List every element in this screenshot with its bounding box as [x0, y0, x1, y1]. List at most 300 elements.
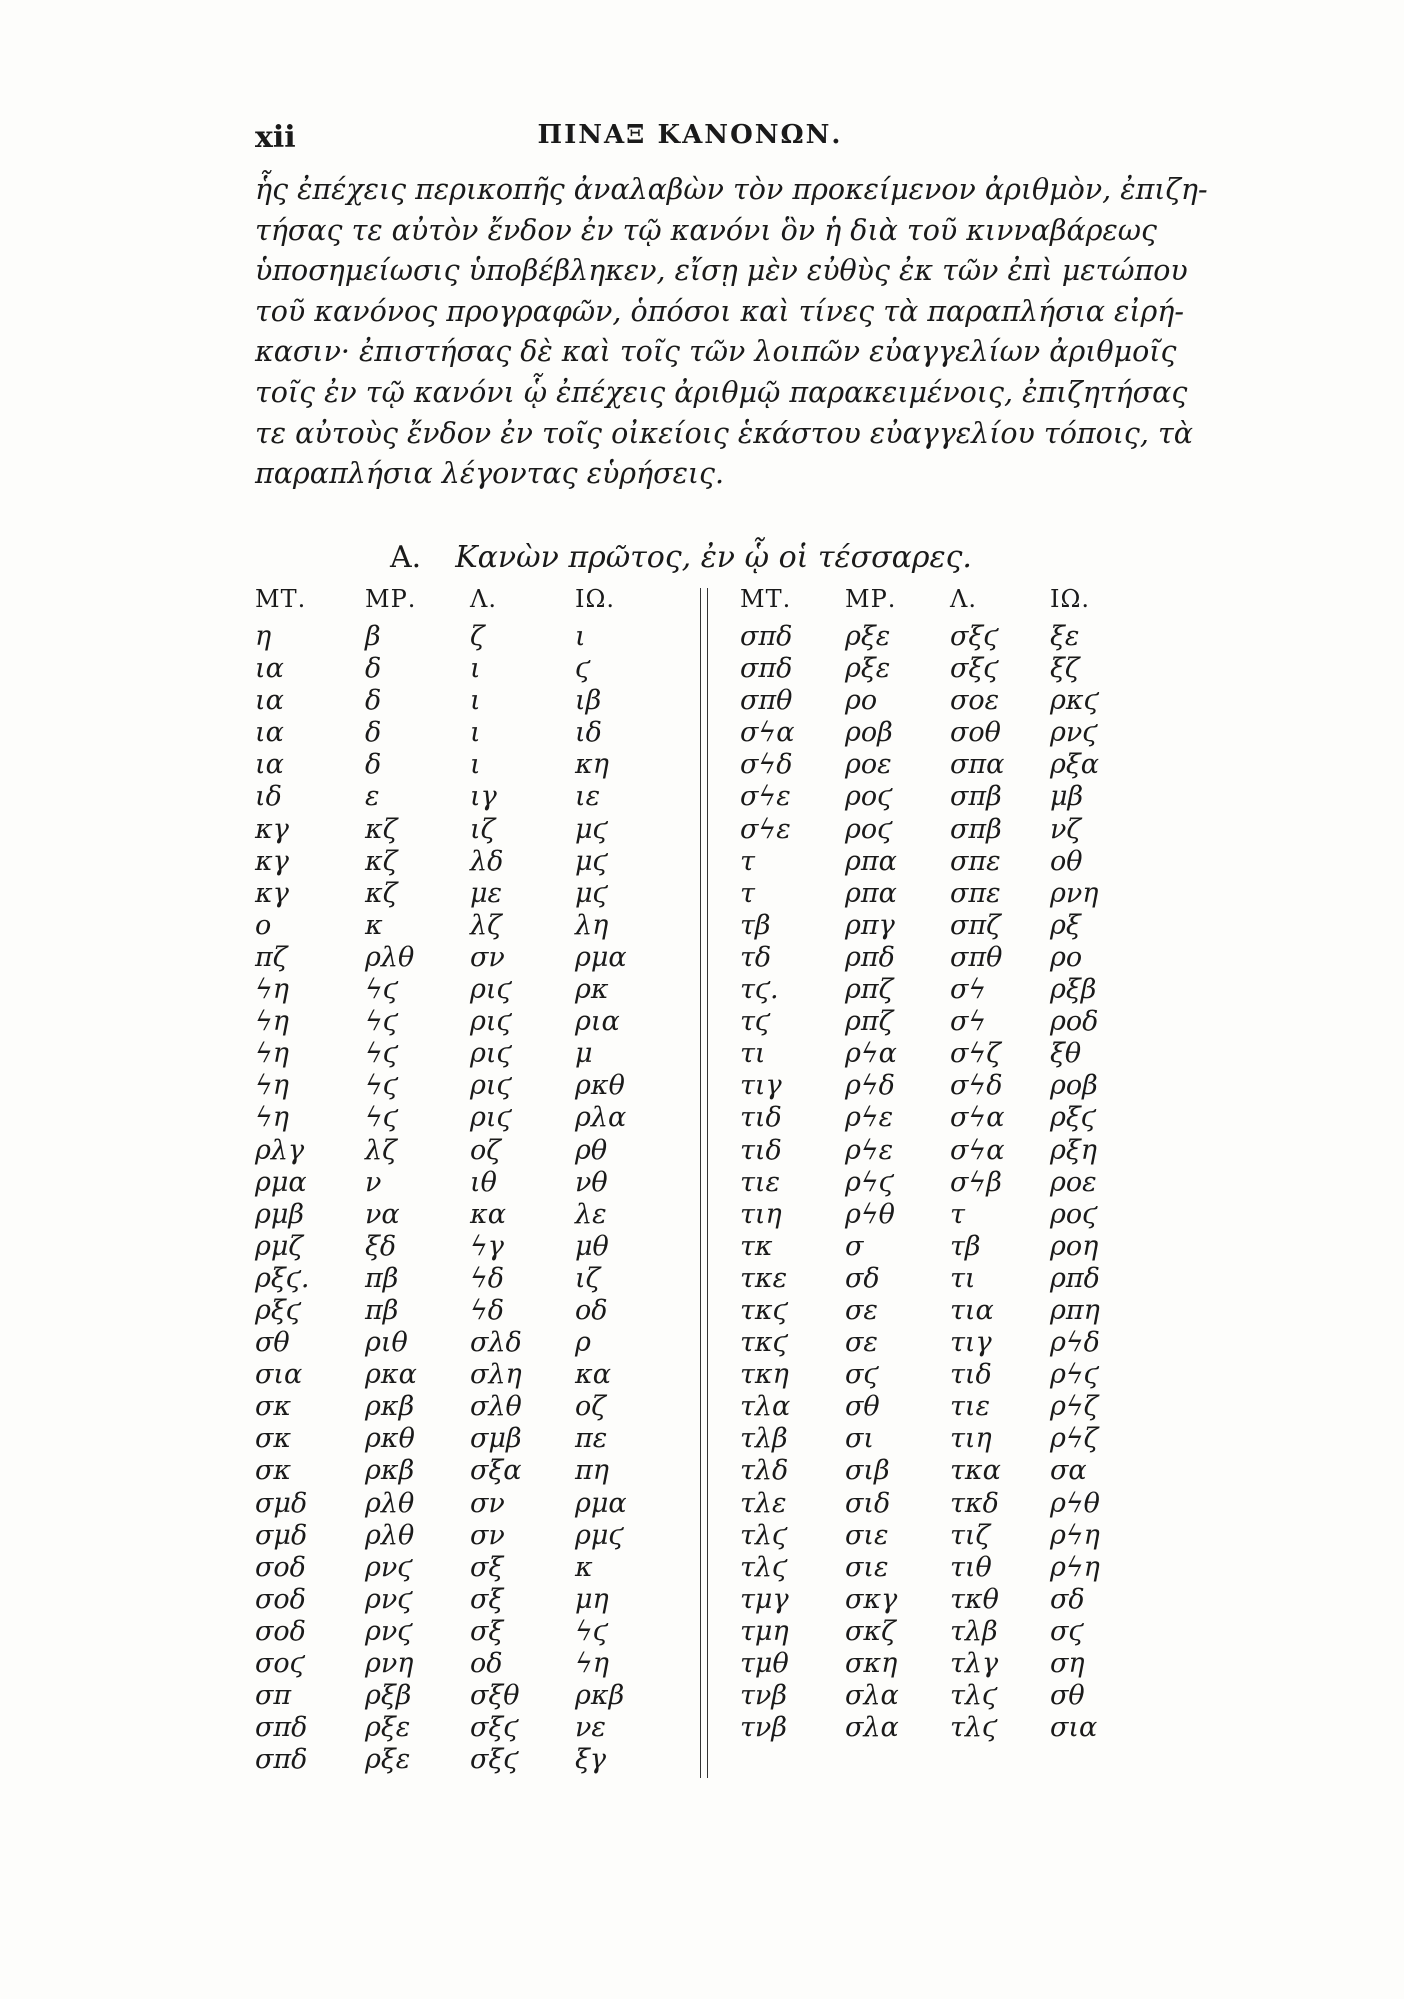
table-cell: οδ — [470, 1648, 503, 1679]
table-cell: σπβ — [950, 813, 1002, 845]
table-cell: σοδ — [255, 1583, 306, 1615]
table-cell: ρπα — [845, 877, 897, 909]
table-cell: κα — [470, 1198, 506, 1230]
table-cell: σπ — [255, 1680, 292, 1712]
table-cell: τλβ — [740, 1423, 788, 1455]
table-cell: σϟ — [950, 1006, 987, 1038]
table-cell: ρξβ — [365, 1680, 412, 1712]
table-cell: τκα — [950, 1455, 1001, 1487]
table-cell: τλγ — [950, 1648, 999, 1679]
table-cell: σκη — [845, 1648, 898, 1679]
table-cell: ρκβ — [575, 1680, 625, 1712]
canon-title-text: Κανὼν πρῶτος, ἐν ᾧ οἱ τέσσαρες. — [455, 540, 972, 575]
table-cell: σιε — [845, 1551, 889, 1583]
table-cell: τιδ — [740, 1134, 782, 1166]
table-cell: τι — [740, 1038, 766, 1070]
table-cell: σια — [255, 1359, 303, 1391]
table-cell: ρξβ — [1050, 974, 1097, 1006]
table-cell: σλη — [470, 1359, 522, 1391]
table-cell: ν — [365, 1166, 382, 1198]
column-header: ΜΤ. — [255, 585, 307, 613]
table-cell: τιγ — [740, 1070, 782, 1102]
table-cell: ρμβ — [255, 1198, 305, 1230]
table-cell: ι — [470, 685, 481, 717]
table-cell: μϛ — [575, 845, 608, 877]
table-cell: σπθ — [950, 941, 1003, 973]
table-cell: σοδ — [255, 1615, 306, 1647]
table-cell: ξγ — [575, 1744, 607, 1776]
table-cell: σοθ — [950, 717, 1001, 749]
table-cell: ρο — [845, 685, 878, 717]
table-cell: τιγ — [950, 1327, 992, 1359]
table-cell: σ — [845, 1230, 864, 1262]
table-cell: σξϛ — [470, 1744, 519, 1776]
table-cell: σιβ — [845, 1455, 890, 1487]
table-cell: σν — [470, 1519, 505, 1551]
table-cell: σϛ — [845, 1359, 879, 1391]
table-cell: τλϛ — [740, 1551, 788, 1583]
table-cell: ροϛ — [845, 813, 893, 845]
table-cell: δ — [365, 749, 382, 781]
table-cell: ρπζ — [845, 974, 894, 1006]
table-cell: τιδ — [740, 1102, 782, 1134]
column-header: ΜΤ. — [740, 585, 792, 613]
table-cell: ρπδ — [1050, 1262, 1100, 1294]
table-cell: κα — [575, 1359, 611, 1391]
table-cell: νζ — [1050, 813, 1082, 845]
table-cell: ριϛ — [470, 1070, 512, 1102]
table-cell: σξ — [470, 1615, 504, 1647]
table-cell: σϟδ — [950, 1070, 1003, 1102]
table-cell: ρμα — [575, 1487, 627, 1519]
table-cell: ρκβ — [365, 1455, 415, 1487]
table-cell: ρμζ — [255, 1230, 304, 1262]
column-header: Λ. — [470, 585, 497, 613]
table-cell: σδ — [845, 1262, 880, 1294]
table-cell: ρϟδ — [845, 1070, 895, 1102]
table-cell: ρνϛ — [365, 1615, 413, 1647]
table-cell: ϟη — [255, 1006, 289, 1038]
table-cell: ο — [255, 909, 272, 941]
table-cell: τδ — [740, 941, 772, 973]
table-cell: ρλθ — [365, 1519, 415, 1551]
table-cell: σϟε — [740, 781, 791, 813]
table-cell: ρνη — [365, 1648, 414, 1679]
table-cell: σμδ — [255, 1487, 308, 1519]
prose-line: τήσας τε αὐτὸν ἔνδον ἐν τῷ κανόνι ὃν ἡ διὰ τοῦ κινναβάρεως — [255, 213, 1157, 247]
table-cell: κ — [575, 1551, 593, 1583]
table-cell: σδ — [1050, 1583, 1085, 1615]
table-cell: ρϟζ — [1050, 1423, 1099, 1455]
prose-line: κασιν· ἐπιστήσας δὲ καὶ τοῖς τῶν λοιπῶν εὐαγγελίων ἀριθμοῖς — [255, 335, 1177, 369]
table-cell: μϛ — [575, 877, 608, 909]
table-cell: κγ — [255, 813, 289, 845]
table-cell: πβ — [365, 1262, 399, 1294]
table-cell: ια — [255, 749, 284, 781]
table-cell: ροβ — [845, 717, 893, 749]
table-cell: οζ — [470, 1134, 501, 1166]
table-cell: ι — [470, 717, 481, 749]
prose-paragraph — [255, 170, 1208, 495]
table-cell: ϟϛ — [365, 1102, 398, 1134]
table-cell: ρξη — [1050, 1134, 1097, 1166]
table-cell: σοδ — [255, 1551, 306, 1583]
table-cell: ρλα — [575, 1102, 627, 1134]
table-cell: ιε — [575, 781, 601, 813]
table-cell: ι — [470, 749, 481, 781]
table-cell: σλα — [845, 1680, 899, 1712]
table-cell: σϟζ — [950, 1038, 1001, 1070]
table-cell: ρθ — [575, 1134, 608, 1166]
table-cell: μθ — [575, 1230, 609, 1262]
running-title: ΠΙΝΑΞ ΚΑΝΟΝΩΝ. — [537, 120, 843, 150]
table-cell: δ — [365, 653, 382, 685]
table-cell: ιδ — [255, 781, 282, 813]
table-cell: τκδ — [950, 1487, 999, 1519]
table-cell: τλβ — [950, 1615, 998, 1647]
table-cell: ιδ — [575, 717, 602, 749]
column-header: ΜΡ. — [845, 585, 897, 613]
table-cell: ροδ — [1050, 1006, 1099, 1038]
table-cell: ρλγ — [255, 1134, 305, 1166]
table-cell: τλδ — [740, 1455, 789, 1487]
table-cell: λδ — [470, 845, 504, 877]
table-cell: ϟδ — [470, 1262, 505, 1294]
table-cell: ρμα — [255, 1166, 307, 1198]
table-cell: τλε — [740, 1487, 787, 1519]
table-cell: πε — [575, 1423, 608, 1455]
canon-number: Α. — [390, 540, 422, 575]
table-cell: σπδ — [740, 621, 793, 652]
table-cell: ϟϛ — [365, 974, 398, 1006]
table-cell: τμθ — [740, 1648, 789, 1679]
table-cell: σκ — [255, 1455, 292, 1487]
table-cell: ρξϛ. — [255, 1262, 310, 1294]
table-cell: ϟϛ — [365, 1070, 398, 1102]
table-cell: ϟη — [255, 1102, 289, 1134]
table-cell: τκθ — [950, 1583, 999, 1615]
table-cell: ρξϛ — [1050, 1102, 1096, 1134]
table-cell: τλϛ — [950, 1680, 998, 1712]
table-cell: σπθ — [740, 685, 793, 717]
table-cell: ρϟα — [845, 1038, 897, 1070]
table-cell: ρξε — [365, 1712, 411, 1744]
table-cell: λζ — [365, 1134, 397, 1166]
table-cell: ρκβ — [365, 1391, 415, 1423]
table-cell: ξδ — [365, 1230, 397, 1262]
table-cell: μ — [575, 1038, 593, 1070]
table-cell: ρϟϛ — [1050, 1359, 1099, 1391]
table-cell: σϟβ — [950, 1166, 1002, 1198]
table-cell: ση — [1050, 1648, 1085, 1679]
table-cell: ριθ — [365, 1327, 408, 1359]
column-header: ΜΡ. — [365, 585, 417, 613]
table-cell: ροε — [1050, 1166, 1097, 1198]
table-cell: νε — [575, 1712, 606, 1744]
table-cell: ιγ — [470, 781, 497, 813]
table-cell: τλϛ — [740, 1519, 788, 1551]
table-cell: τιθ — [950, 1551, 992, 1583]
canon-title — [390, 540, 972, 575]
table-cell: ια — [255, 717, 284, 749]
table-cell: κγ — [255, 845, 289, 877]
table-cell: η — [255, 621, 272, 652]
table-cell: ιθ — [470, 1166, 497, 1198]
table-cell: τκϛ — [740, 1327, 788, 1359]
table-cell: σϟ — [950, 974, 987, 1006]
table-cell: σα — [1050, 1455, 1087, 1487]
table-cell: σι — [845, 1423, 875, 1455]
table-cell: ρπγ — [845, 909, 895, 941]
table-cell: ριϛ — [470, 1102, 512, 1134]
table-cell: σϟα — [950, 1134, 1005, 1166]
table-cell: ρκ — [575, 974, 609, 1006]
table-cell: ιζ — [575, 1262, 601, 1294]
table-cell: ξζ — [1050, 653, 1080, 685]
table-cell: σπε — [950, 845, 1001, 877]
table-cell: ιβ — [575, 685, 602, 717]
table-cell: σθ — [255, 1327, 290, 1359]
table-cell: ριϛ — [470, 974, 512, 1006]
table-cell: σλδ — [470, 1327, 522, 1359]
table-cell: σξα — [470, 1455, 522, 1487]
page-number: xii — [255, 120, 296, 155]
table-cell: ροε — [845, 749, 892, 781]
table-cell: ρο — [1050, 941, 1083, 973]
column-header: ΙΩ. — [575, 585, 616, 613]
table-cell: ρϟη — [1050, 1519, 1100, 1551]
table-cell: τβ — [740, 909, 771, 941]
table-cell: ρϟδ — [1050, 1327, 1100, 1359]
table-cell: ρπα — [845, 845, 897, 877]
table-cell: ιζ — [470, 813, 496, 845]
table-cell: ρκθ — [365, 1423, 415, 1455]
table-cell: τβ — [950, 1230, 981, 1262]
table-cell: ι — [470, 653, 481, 685]
table-cell: ϟη — [255, 1070, 289, 1102]
table-cell: κγ — [255, 877, 289, 909]
table-cell: τιζ — [950, 1519, 991, 1551]
column-header: Λ. — [950, 585, 977, 613]
table-cell: τκε — [740, 1262, 788, 1294]
table-cell: τιε — [740, 1166, 781, 1198]
table-cell: ροβ — [1050, 1070, 1098, 1102]
table-cell: ϟδ — [470, 1294, 505, 1326]
column-divider — [700, 588, 708, 1778]
table-cell: οδ — [575, 1294, 608, 1326]
table-cell: ρνϛ — [1050, 717, 1098, 749]
table-cell: σν — [470, 941, 505, 973]
table-cell: ρϟθ — [1050, 1487, 1100, 1519]
table-cell: πβ — [365, 1294, 399, 1326]
table-cell: σλα — [845, 1712, 899, 1744]
table-cell: ροη — [1050, 1230, 1099, 1262]
table-cell: ρμϛ — [575, 1519, 624, 1551]
table-cell: ρξα — [1050, 749, 1099, 781]
table-cell: μϛ — [575, 813, 608, 845]
table-cell: σοϛ — [255, 1648, 305, 1679]
table-cell: τκη — [740, 1359, 789, 1391]
table-cell: τλα — [740, 1391, 791, 1423]
table-cell: ε — [365, 781, 380, 813]
table-cell: τμγ — [740, 1583, 789, 1615]
table-cell: σϟε — [740, 813, 791, 845]
table-cell: κη — [575, 749, 609, 781]
table-cell: με — [470, 877, 503, 909]
table-cell: σκ — [255, 1391, 292, 1423]
table-cell: ρμα — [575, 941, 627, 973]
table-cell: σλθ — [470, 1391, 522, 1423]
table-cell: β — [365, 621, 381, 652]
table-cell: ρϟζ — [1050, 1391, 1099, 1423]
table-cell: λη — [575, 909, 609, 941]
table-cell: ριϛ — [470, 1006, 512, 1038]
table-cell: τ — [740, 877, 755, 909]
table-cell: σπα — [950, 749, 1005, 781]
table-cell: ρϟϛ — [845, 1166, 894, 1198]
table-cell: σπδ — [255, 1712, 308, 1744]
table-cell: ζ — [470, 621, 485, 652]
table-cell: κ — [365, 909, 383, 941]
table-cell: σν — [470, 1487, 505, 1519]
table-cell: τιη — [740, 1198, 782, 1230]
table-cell: λε — [575, 1198, 607, 1230]
table-cell: τια — [950, 1294, 994, 1326]
table-cell: σιε — [845, 1519, 889, 1551]
table-cell: σξ — [470, 1551, 504, 1583]
table-cell: δ — [365, 717, 382, 749]
table-cell: σε — [845, 1327, 878, 1359]
table-cell: ϟη — [255, 1038, 289, 1070]
table-cell: ρπζ — [845, 1006, 894, 1038]
table-cell: σξϛ — [950, 621, 999, 652]
table-cell: οζ — [575, 1391, 606, 1423]
table-cell: μη — [575, 1583, 609, 1615]
table-cell: σπδ — [740, 653, 793, 685]
prose-line: τοῖς ἐν τῷ κανόνι ᾧ ἐπέχεις ἀριθμῷ παρακειμένοις, ἐπιζητήσας — [255, 375, 1188, 409]
table-cell: ρξε — [845, 621, 891, 652]
table-cell: κζ — [365, 845, 398, 877]
table-cell: τιη — [950, 1423, 992, 1455]
table-cell: ροϛ — [845, 781, 893, 813]
table-cell: ρξε — [365, 1744, 411, 1776]
table-cell: τκϛ — [740, 1294, 788, 1326]
table-cell: ϛ — [575, 653, 591, 685]
table-cell: ρϟη — [1050, 1551, 1100, 1583]
table-cell: σοε — [950, 685, 1000, 717]
table-cell: σξ — [470, 1583, 504, 1615]
table-cell: σϟα — [950, 1102, 1005, 1134]
table-cell: ρϟθ — [845, 1198, 895, 1230]
table-cell: οθ — [1050, 845, 1083, 877]
prose-line: ἧς ἐπέχεις περικοπῆς ἀναλαβὼν τὸν προκείμενον ἀριθμὸν, ἐπιζη- — [255, 173, 1208, 206]
table-cell: ρπδ — [845, 941, 895, 973]
table-cell: σκγ — [845, 1583, 898, 1615]
table-cell: σια — [1050, 1712, 1098, 1744]
table-cell: ρξ — [1050, 909, 1081, 941]
table-cell: ρϟε — [845, 1134, 894, 1166]
table-cell: τιδ — [950, 1359, 992, 1391]
table-cell: ξε — [1050, 621, 1080, 652]
table-cell: δ — [365, 685, 382, 717]
table-cell: τ — [740, 845, 755, 877]
table-cell: ια — [255, 685, 284, 717]
table-cell: ρπη — [1050, 1294, 1100, 1326]
table-cell: σπδ — [255, 1744, 308, 1776]
table-cell: ρ — [575, 1327, 591, 1359]
table-cell: ρλθ — [365, 941, 415, 973]
table-cell: κζ — [365, 877, 398, 909]
table-cell: σξϛ — [950, 653, 999, 685]
table-cell: τμη — [740, 1615, 789, 1647]
table-cell: πη — [575, 1455, 609, 1487]
table-cell: ρξϛ — [255, 1294, 301, 1326]
table-cell: σκζ — [845, 1615, 896, 1647]
table-cell: τνβ — [740, 1680, 787, 1712]
table-cell: ϟϛ — [575, 1615, 608, 1647]
table-cell: σϟδ — [740, 749, 793, 781]
prose-line: ὑποσημείωσις ὑποβέβληκεν, εἴσῃ μὲν εὐθὺς ἐκ τῶν ἐπὶ μετώπου — [255, 254, 1188, 288]
table-cell: ριϛ — [470, 1038, 512, 1070]
table-cell: τνβ — [740, 1712, 787, 1744]
table-cell: ρλθ — [365, 1487, 415, 1519]
table-cell: πζ — [255, 941, 288, 973]
table-cell: ρνϛ — [365, 1583, 413, 1615]
table-cell: ρια — [575, 1006, 620, 1038]
table-cell: κζ — [365, 813, 398, 845]
table-cell: ρνϛ — [365, 1551, 413, 1583]
table-cell: τι — [950, 1262, 976, 1294]
table-cell: ρξε — [845, 653, 891, 685]
table-cell: νθ — [575, 1166, 608, 1198]
prose-line: τοῦ κανόνος προγραφῶν, ὁπόσοι καὶ τίνες τὰ παραπλήσια εἰρή- — [255, 294, 1184, 328]
table-cell: τ — [950, 1198, 965, 1230]
table-cell: ρνη — [1050, 877, 1099, 909]
table-cell: τκ — [740, 1230, 773, 1262]
table-cell: σκ — [255, 1423, 292, 1455]
table-cell: τϛ — [740, 1006, 771, 1038]
table-cell: σπε — [950, 877, 1001, 909]
table-cell: ϟϛ — [365, 1006, 398, 1038]
table-cell: τιε — [950, 1391, 991, 1423]
table-cell: ξθ — [1050, 1038, 1082, 1070]
table-cell: σϟα — [740, 717, 795, 749]
table-cell: σξθ — [470, 1680, 520, 1712]
table-cell: ρκα — [365, 1359, 417, 1391]
table-cell: ρϟε — [845, 1102, 894, 1134]
table-cell: τλϛ — [950, 1712, 998, 1744]
table-cell: ϟϛ — [365, 1038, 398, 1070]
table-cell: σπβ — [950, 781, 1002, 813]
table-cell: ροϛ — [1050, 1198, 1098, 1230]
table-cell: σθ — [1050, 1680, 1085, 1712]
table-cell: σμβ — [470, 1423, 522, 1455]
table-cell: ια — [255, 653, 284, 685]
table-cell: σϛ — [1050, 1615, 1084, 1647]
table-cell: σθ — [845, 1391, 880, 1423]
table-cell: ϟη — [575, 1648, 609, 1679]
table-cell: σε — [845, 1294, 878, 1326]
table-cell: λζ — [470, 909, 502, 941]
table-cell: ϟγ — [470, 1230, 504, 1262]
table-cell: ϟη — [255, 974, 289, 1006]
table-cell: μβ — [1050, 781, 1084, 813]
table-cell: σιδ — [845, 1487, 891, 1519]
column-header: ΙΩ. — [1050, 585, 1091, 613]
table-cell: ι — [575, 621, 586, 652]
table-cell: ρκϛ — [1050, 685, 1099, 717]
table-cell: σξϛ — [470, 1712, 519, 1744]
